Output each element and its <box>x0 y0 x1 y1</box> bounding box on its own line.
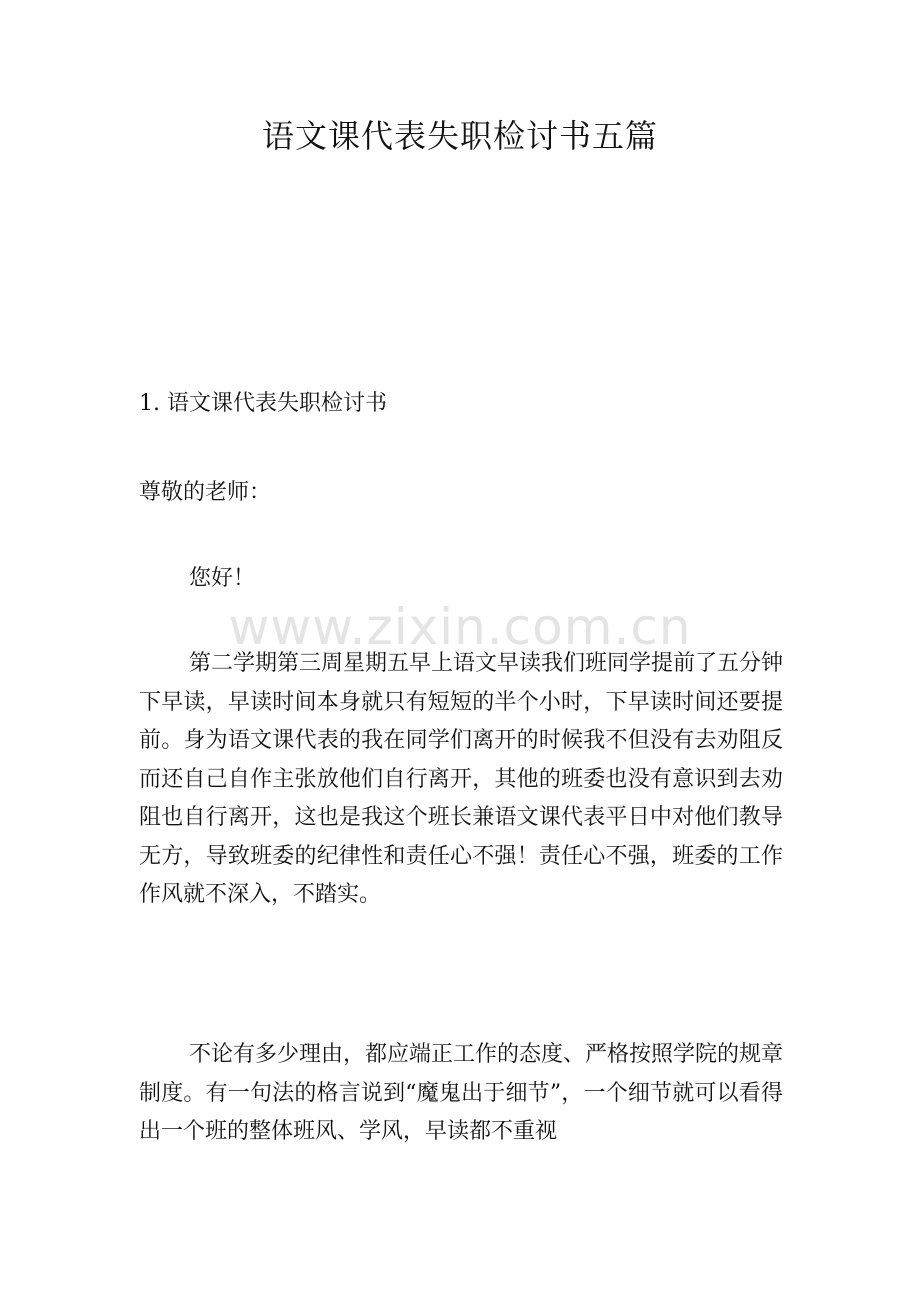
paragraph-1: 第二学期第三周星期五早上语文早读我们班同学提前了五分钟下早读，早读时间本身就只有短短的半个小时，下早读时间还要提前。身为语文课代表的我在同学们离开的时候我不但没有去劝阻反而还自己自作主张放他们自行离开，其他的班委也没有意识到去劝阻也自行离开，这也是我这个班长兼语文课代表平日中对他们教导无方，导致班委的纪律性和责任心不强！责任心不强，班委的工作作风就不深入，不踏实。 <box>139 651 784 907</box>
watermark: www.zixin.com.cn <box>228 598 692 656</box>
greeting: 您好！ <box>189 566 256 591</box>
section-heading: 1. 语文课代表失职检讨书 <box>139 391 387 416</box>
document-title: 语文课代表失职检讨书五篇 <box>261 117 658 155</box>
paragraph-2: 不论有多少理由，都应端正工作的态度、严格按照学院的规章制度。有一句法的格言说到“魔鬼出于细节”，一个细节就可以看得出一个班的整体班风、学风，早读都不重视 <box>139 1042 784 1144</box>
salutation: 尊敬的老师： <box>139 480 272 505</box>
